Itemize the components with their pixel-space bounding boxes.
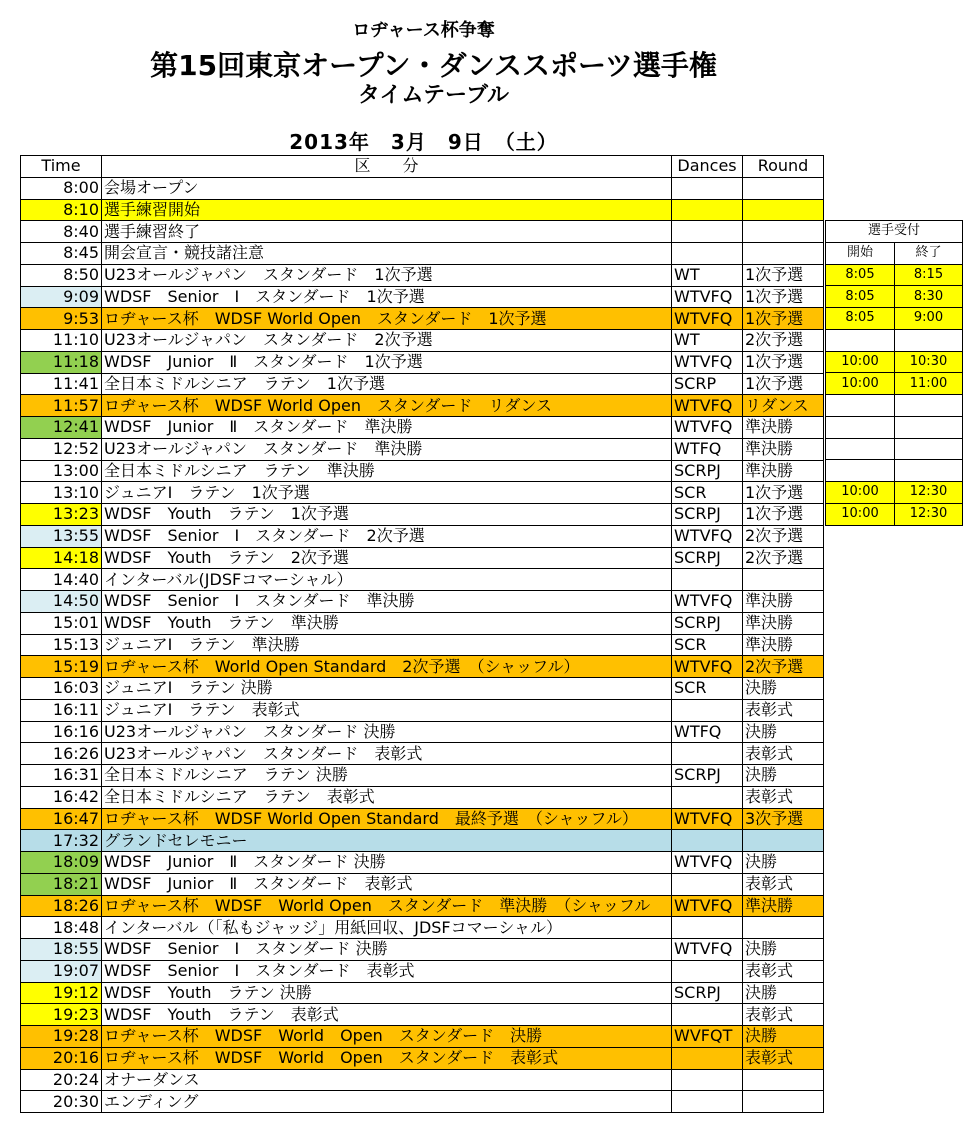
- row-event: ロヂャース杯 WDSF World Open スタンダード 準決勝 （シャッフル: [102, 895, 672, 917]
- row-event: インターバル（「私もジャッジ」用紙回収、JDSFコマーシャル）: [102, 917, 672, 939]
- row-event: WDSF Senior Ⅰ スタンダード 1次予選: [102, 286, 672, 308]
- row-round: 1次予選: [743, 264, 824, 286]
- row-event: WDSF Youth ラテン 決勝: [102, 982, 672, 1004]
- row-dances: SCRPJ: [672, 612, 743, 634]
- row-dances: [672, 199, 743, 221]
- row-event: ロヂャース杯 WDSF World Open スタンダード 決勝: [102, 1026, 672, 1048]
- row-round: 1次予選: [743, 308, 824, 330]
- row-dances: WTVFQ: [672, 852, 743, 874]
- table-row: [21, 547, 824, 569]
- table-row: [21, 264, 824, 286]
- reception-start: 8:05: [826, 308, 895, 330]
- reception-end: 12:30: [895, 503, 963, 525]
- row-round: 決勝: [743, 1026, 824, 1048]
- row-dances: WTVFQ: [672, 351, 743, 373]
- row-dances: WVFQT: [672, 1026, 743, 1048]
- table-row: [21, 852, 824, 874]
- table-row: [21, 286, 824, 308]
- row-event: 選手練習終了: [102, 221, 672, 243]
- table-row: [21, 743, 824, 765]
- row-round: 2次予選: [743, 525, 824, 547]
- row-round: 決勝: [743, 721, 824, 743]
- row-round: 決勝: [743, 678, 824, 700]
- row-time: 16:31: [21, 765, 102, 787]
- row-time: 19:23: [21, 1004, 102, 1026]
- column-header-round: Round: [743, 156, 824, 178]
- reception-empty-cell: [826, 460, 895, 482]
- row-dances: SCRP: [672, 373, 743, 395]
- column-header-event: 区 分: [102, 156, 672, 178]
- row-round: 準決勝: [743, 438, 824, 460]
- row-round: 表彰式: [743, 743, 824, 765]
- reception-start-label: 開始: [826, 242, 895, 264]
- row-round: リダンス: [743, 395, 824, 417]
- row-round: 準決勝: [743, 417, 824, 439]
- table-row: [21, 612, 824, 634]
- row-dances: [672, 917, 743, 939]
- row-time: 11:10: [21, 330, 102, 352]
- row-event: WDSF Senior Ⅰ スタンダード 2次予選: [102, 525, 672, 547]
- row-event: エンディング: [102, 1091, 672, 1113]
- row-event: ロヂャース杯 WDSF World Open スタンダード 1次予選: [102, 308, 672, 330]
- row-event: ロヂャース杯 World Open Standard 2次予選 （シャッフル）: [102, 656, 672, 678]
- row-time: 8:40: [21, 221, 102, 243]
- row-time: 18:48: [21, 917, 102, 939]
- row-time: 11:41: [21, 373, 102, 395]
- row-event: グランドセレモニー: [102, 830, 672, 852]
- row-event: U23オールジャパン スタンダード 2次予選: [102, 330, 672, 352]
- row-time: 18:09: [21, 852, 102, 874]
- row-dances: WTVFQ: [672, 308, 743, 330]
- column-header-dances: Dances: [672, 156, 743, 178]
- row-dances: [672, 830, 743, 852]
- row-dances: [672, 960, 743, 982]
- table-row: [21, 569, 824, 591]
- row-time: 19:28: [21, 1026, 102, 1048]
- reception-empty-cell: [826, 395, 895, 417]
- table-row: [21, 634, 824, 656]
- row-dances: [672, 243, 743, 265]
- row-round: [743, 177, 824, 199]
- table-row: [21, 699, 824, 721]
- row-round: 準決勝: [743, 895, 824, 917]
- row-round: 決勝: [743, 852, 824, 874]
- row-time: 16:16: [21, 721, 102, 743]
- row-round: 表彰式: [743, 699, 824, 721]
- row-event: WDSF Youth ラテン 表彰式: [102, 1004, 672, 1026]
- page-subtitle: ロヂャース杯争奪: [352, 20, 495, 41]
- row-dances: SCRPJ: [672, 504, 743, 526]
- row-time: 12:41: [21, 417, 102, 439]
- row-dances: SCR: [672, 482, 743, 504]
- row-time: 13:23: [21, 504, 102, 526]
- reception-empty-cell: [826, 416, 895, 438]
- row-event: ロヂャース杯 WDSF World Open Standard 最終予選 （シャッフル）: [102, 808, 672, 830]
- row-event: インターバル(JDSFコマーシャル）: [102, 569, 672, 591]
- row-event: ジュニアⅠ ラテン 表彰式: [102, 699, 672, 721]
- row-round: 3次予選: [743, 808, 824, 830]
- row-round: 決勝: [743, 765, 824, 787]
- table-row: [21, 721, 824, 743]
- row-dances: WTVFQ: [672, 808, 743, 830]
- row-event: U23オールジャパン スタンダード 準決勝: [102, 438, 672, 460]
- reception-end: 12:30: [895, 482, 963, 504]
- row-round: 表彰式: [743, 1004, 824, 1026]
- table-row: [21, 330, 824, 352]
- row-dances: WTVFQ: [672, 417, 743, 439]
- table-row: [21, 960, 824, 982]
- row-round: 表彰式: [743, 960, 824, 982]
- row-round: 準決勝: [743, 612, 824, 634]
- row-dances: WTVFQ: [672, 895, 743, 917]
- row-time: 14:40: [21, 569, 102, 591]
- table-row: [21, 395, 824, 417]
- row-round: 決勝: [743, 982, 824, 1004]
- row-dances: WTVFQ: [672, 525, 743, 547]
- column-header-time: Time: [21, 156, 102, 178]
- reception-title: 選手受付: [826, 221, 963, 243]
- table-row: [21, 351, 824, 373]
- row-time: 13:00: [21, 460, 102, 482]
- row-time: 20:16: [21, 1047, 102, 1069]
- row-time: 18:55: [21, 939, 102, 961]
- row-dances: [672, 786, 743, 808]
- row-event: ジュニアⅠ ラテン 決勝: [102, 678, 672, 700]
- row-dances: WTVFQ: [672, 395, 743, 417]
- row-round: 準決勝: [743, 634, 824, 656]
- row-event: WDSF Youth ラテン 1次予選: [102, 504, 672, 526]
- row-event: ジュニアⅠ ラテン 1次予選: [102, 482, 672, 504]
- row-time: 17:32: [21, 830, 102, 852]
- row-time: 19:07: [21, 960, 102, 982]
- table-row: [21, 873, 824, 895]
- row-event: U23オールジャパン スタンダード 決勝: [102, 721, 672, 743]
- reception-end: 9:00: [895, 308, 963, 330]
- table-row: [21, 460, 824, 482]
- row-event: 全日本ミドルシニア ラテン 決勝: [102, 765, 672, 787]
- reception-start: 10:00: [826, 351, 895, 373]
- reception-empty-cell: [895, 460, 963, 482]
- row-dances: SCRPJ: [672, 765, 743, 787]
- row-dances: WTFQ: [672, 721, 743, 743]
- table-row: [21, 308, 824, 330]
- row-time: 14:18: [21, 547, 102, 569]
- row-dances: WTVFQ: [672, 591, 743, 613]
- row-time: 8:50: [21, 264, 102, 286]
- row-event: U23オールジャパン スタンダード 1次予選: [102, 264, 672, 286]
- row-round: 表彰式: [743, 873, 824, 895]
- row-event: ロヂャース杯 WDSF World Open スタンダード リダンス: [102, 395, 672, 417]
- row-time: 16:42: [21, 786, 102, 808]
- table-row: [21, 373, 824, 395]
- reception-end: 10:30: [895, 351, 963, 373]
- row-round: 準決勝: [743, 460, 824, 482]
- table-row: [21, 678, 824, 700]
- reception-empty-cell: [895, 438, 963, 460]
- row-round: 2次予選: [743, 656, 824, 678]
- reception-start: 10:00: [826, 503, 895, 525]
- row-dances: [672, 221, 743, 243]
- table-row: [21, 939, 824, 961]
- row-time: 14:50: [21, 591, 102, 613]
- row-event: WDSF Senior Ⅰ スタンダード 決勝: [102, 939, 672, 961]
- row-round: 決勝: [743, 939, 824, 961]
- row-event: ロヂャース杯 WDSF World Open スタンダード 表彰式: [102, 1047, 672, 1069]
- row-time: 9:09: [21, 286, 102, 308]
- row-time: 15:13: [21, 634, 102, 656]
- row-dances: SCRPJ: [672, 547, 743, 569]
- reception-start: 8:05: [826, 264, 895, 286]
- row-event: 開会宣言・競技諸注意: [102, 243, 672, 265]
- row-time: 19:12: [21, 982, 102, 1004]
- row-dances: WTVFQ: [672, 656, 743, 678]
- row-dances: [672, 873, 743, 895]
- row-dances: WTVFQ: [672, 286, 743, 308]
- row-time: 18:26: [21, 895, 102, 917]
- reception-end: 11:00: [895, 373, 963, 395]
- row-event: WDSF Junior Ⅱ スタンダード 決勝: [102, 852, 672, 874]
- row-dances: WT: [672, 330, 743, 352]
- table-row: [21, 199, 824, 221]
- row-round: 1次予選: [743, 286, 824, 308]
- row-round: [743, 243, 824, 265]
- row-round: 1次予選: [743, 351, 824, 373]
- reception-empty-cell: [895, 416, 963, 438]
- row-event: オナーダンス: [102, 1069, 672, 1091]
- row-time: 8:10: [21, 199, 102, 221]
- event-date: 2013年 3月 9日 （土）: [289, 130, 558, 154]
- row-time: 16:03: [21, 678, 102, 700]
- table-row: [21, 1047, 824, 1069]
- row-round: [743, 199, 824, 221]
- row-event: WDSF Junior Ⅱ スタンダード 表彰式: [102, 873, 672, 895]
- table-row: [21, 504, 824, 526]
- row-dances: [672, 177, 743, 199]
- row-dances: [672, 1091, 743, 1113]
- table-row: [21, 808, 824, 830]
- row-round: [743, 1069, 824, 1091]
- row-time: 20:30: [21, 1091, 102, 1113]
- row-time: 16:11: [21, 699, 102, 721]
- table-row: [21, 982, 824, 1004]
- row-time: 20:24: [21, 1069, 102, 1091]
- row-round: [743, 1091, 824, 1113]
- table-row: [21, 830, 824, 852]
- reception-end: 8:15: [895, 264, 963, 286]
- table-row: [21, 1026, 824, 1048]
- reception-table: [825, 220, 963, 526]
- table-row: [21, 917, 824, 939]
- table-row: [21, 895, 824, 917]
- reception-start: 8:05: [826, 286, 895, 308]
- row-time: 12:52: [21, 438, 102, 460]
- row-event: WDSF Senior Ⅰ スタンダード 準決勝: [102, 591, 672, 613]
- row-round: 1次予選: [743, 482, 824, 504]
- row-dances: WTVFQ: [672, 939, 743, 961]
- row-round: 準決勝: [743, 591, 824, 613]
- table-row: [21, 221, 824, 243]
- reception-start: 10:00: [826, 482, 895, 504]
- row-dances: WTFQ: [672, 438, 743, 460]
- table-row: [21, 177, 824, 199]
- row-time: 8:45: [21, 243, 102, 265]
- row-dances: [672, 699, 743, 721]
- table-row: [21, 786, 824, 808]
- row-time: 13:55: [21, 525, 102, 547]
- row-dances: SCRPJ: [672, 460, 743, 482]
- reception-empty-cell: [895, 329, 963, 351]
- row-round: [743, 830, 824, 852]
- row-time: 9:53: [21, 308, 102, 330]
- row-dances: SCR: [672, 678, 743, 700]
- row-event: 全日本ミドルシニア ラテン 表彰式: [102, 786, 672, 808]
- table-row: [21, 1004, 824, 1026]
- reception-empty-cell: [826, 438, 895, 460]
- row-round: 2次予選: [743, 547, 824, 569]
- row-time: 8:00: [21, 177, 102, 199]
- row-time: 15:19: [21, 656, 102, 678]
- row-dances: [672, 743, 743, 765]
- row-round: 表彰式: [743, 1047, 824, 1069]
- row-round: [743, 917, 824, 939]
- row-event: 会場オープン: [102, 177, 672, 199]
- row-time: 13:10: [21, 482, 102, 504]
- row-round: 2次予選: [743, 330, 824, 352]
- row-time: 11:57: [21, 395, 102, 417]
- row-event: ジュニアⅠ ラテン 準決勝: [102, 634, 672, 656]
- table-row: [21, 656, 824, 678]
- row-round: [743, 221, 824, 243]
- row-event: WDSF Youth ラテン 2次予選: [102, 547, 672, 569]
- row-time: 11:18: [21, 351, 102, 373]
- row-event: 全日本ミドルシニア ラテン 準決勝: [102, 460, 672, 482]
- table-row: [21, 591, 824, 613]
- row-event: WDSF Youth ラテン 準決勝: [102, 612, 672, 634]
- table-row: [21, 765, 824, 787]
- table-header-row: [21, 156, 824, 178]
- table-row: [21, 417, 824, 439]
- row-event: WDSF Junior Ⅱ スタンダード 準決勝: [102, 417, 672, 439]
- row-time: 15:01: [21, 612, 102, 634]
- table-row: [21, 482, 824, 504]
- table-row: [21, 1091, 824, 1113]
- row-round: 1次予選: [743, 504, 824, 526]
- row-event: U23オールジャパン スタンダード 表彰式: [102, 743, 672, 765]
- timetable: [20, 155, 824, 1113]
- row-dances: WT: [672, 264, 743, 286]
- row-dances: [672, 569, 743, 591]
- row-event: WDSF Junior Ⅱ スタンダード 1次予選: [102, 351, 672, 373]
- row-dances: SCR: [672, 634, 743, 656]
- reception-end: 8:30: [895, 286, 963, 308]
- row-dances: [672, 1004, 743, 1026]
- row-round: [743, 569, 824, 591]
- page-title: 第15回東京オープン・ダンススポーツ選手権: [150, 49, 717, 82]
- table-row: [21, 438, 824, 460]
- row-time: 16:26: [21, 743, 102, 765]
- reception-end-label: 終了: [895, 242, 963, 264]
- table-row: [21, 525, 824, 547]
- reception-empty-cell: [826, 329, 895, 351]
- row-event: 全日本ミドルシニア ラテン 1次予選: [102, 373, 672, 395]
- row-round: 表彰式: [743, 786, 824, 808]
- row-event: 選手練習開始: [102, 199, 672, 221]
- reception-start: 10:00: [826, 373, 895, 395]
- row-round: 1次予選: [743, 373, 824, 395]
- table-row: [21, 243, 824, 265]
- row-dances: SCRPJ: [672, 982, 743, 1004]
- table-row: [21, 1069, 824, 1091]
- row-dances: [672, 1047, 743, 1069]
- row-time: 18:21: [21, 873, 102, 895]
- reception-empty-cell: [895, 395, 963, 417]
- timetable-heading: タイムテーブル: [357, 83, 510, 108]
- row-dances: [672, 1069, 743, 1091]
- row-event: WDSF Senior Ⅰ スタンダード 表彰式: [102, 960, 672, 982]
- row-time: 16:47: [21, 808, 102, 830]
